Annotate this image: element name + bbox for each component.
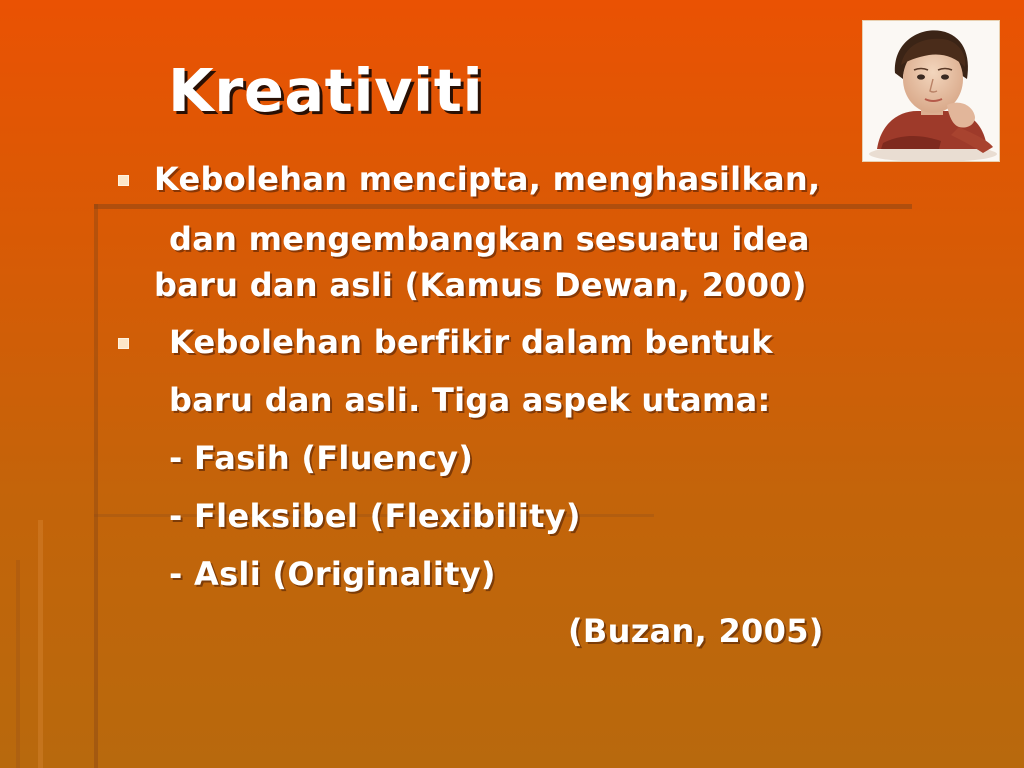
slide-title: Kreativiti: [168, 56, 484, 125]
bullet-text-line: baru dan asli (Kamus Dewan, 2000): [154, 266, 807, 304]
list-item: - Asli (Originality): [169, 555, 496, 593]
boy-portrait-image: [862, 20, 1000, 162]
bullet-text-line: baru dan asli. Tiga aspek utama:: [169, 381, 771, 419]
list-item: - Fasih (Fluency): [169, 439, 474, 477]
decorative-line: [94, 204, 98, 768]
bullet-text-line: dan mengembangkan sesuatu idea: [169, 220, 810, 258]
citation: (Buzan, 2005): [568, 612, 824, 650]
decorative-line: [94, 204, 912, 209]
decorative-line: [38, 520, 43, 768]
square-bullet-icon: [118, 338, 129, 349]
square-bullet-icon: [118, 175, 129, 186]
list-item: - Fleksibel (Flexibility): [169, 497, 581, 535]
bullet-text-line: Kebolehan mencipta, menghasilkan,: [154, 160, 821, 198]
decorative-line: [16, 560, 20, 768]
bullet-text-line: Kebolehan berfikir dalam bentuk: [169, 323, 773, 361]
